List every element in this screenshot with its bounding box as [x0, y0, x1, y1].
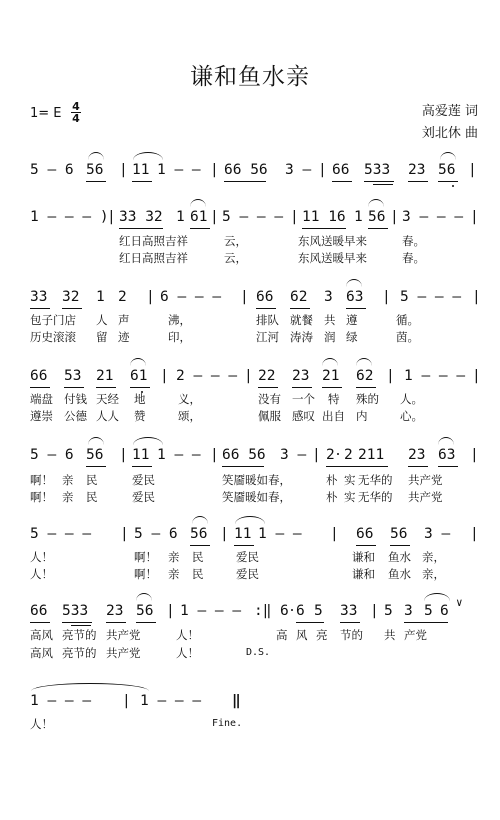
notation-row-5 — [0, 445, 500, 471]
lyric: 印， — [168, 330, 191, 344]
underline-mark — [390, 545, 410, 546]
lyric: 一个 — [292, 392, 315, 406]
note-group: 2 — [344, 447, 353, 463]
note-group: 3 – — [280, 447, 307, 463]
underline-mark — [234, 545, 254, 546]
lyric: 人 — [96, 313, 108, 327]
lyric: 春。 — [402, 234, 425, 248]
lyric: 循。 — [396, 313, 419, 327]
lyric: 亲， — [422, 567, 445, 581]
lyric: 朴 — [326, 473, 338, 487]
note-group: 1 – – — [258, 526, 302, 542]
lyric: 历史滚滚 — [30, 330, 76, 344]
notation-row-7 — [0, 596, 500, 627]
note-group: 211 — [358, 447, 385, 463]
key-signature: 1= E — [30, 106, 62, 121]
barline: | — [312, 447, 321, 463]
underline-mark — [256, 308, 276, 309]
time-signature-bottom: 4 — [72, 112, 80, 125]
notation-row-4 — [0, 366, 500, 392]
lyric: 民 — [86, 490, 98, 504]
slur-mark — [192, 516, 208, 524]
lyric: 春。 — [402, 251, 425, 265]
song-title: 谦和鱼水亲 — [190, 64, 310, 90]
lyric: 高 — [276, 628, 288, 642]
note-group: 1 – – – — [180, 603, 242, 619]
tie-mark — [133, 437, 163, 445]
lyric: 实 — [344, 473, 356, 487]
final-barline: ‖ — [232, 693, 241, 709]
lyric: 人。 — [400, 392, 423, 406]
lyric: 出自 — [322, 409, 345, 423]
note-group: 66 — [30, 368, 48, 384]
underline-mark — [302, 228, 346, 229]
notation-row-3 — [0, 287, 500, 313]
barline: | — [390, 209, 399, 225]
barline: | — [472, 289, 481, 305]
underline-mark — [30, 308, 50, 309]
barline: | — [160, 368, 169, 384]
lyric: 共产党 — [106, 628, 141, 642]
dal-segno-mark: D.S. — [246, 647, 271, 658]
lyric: 殊的 — [356, 392, 379, 406]
lyric: 天经 — [96, 392, 119, 406]
notation-row-6 — [0, 524, 500, 550]
barline: | — [470, 209, 479, 225]
lyric: 就餐 — [290, 313, 313, 327]
barline: | — [210, 209, 219, 225]
note-group: 63 — [438, 447, 456, 463]
lyrics-line-2 — [0, 409, 500, 425]
note-group: 63 — [346, 289, 364, 305]
lyric: 人！ — [30, 567, 53, 581]
time-signature-top: 4 — [72, 100, 80, 113]
lyric: 付钱 — [64, 392, 87, 406]
lyric: 爱民 — [132, 473, 155, 487]
note-group: 56 — [390, 526, 408, 542]
note-group: 66 — [332, 162, 350, 178]
slur-mark — [136, 593, 152, 601]
lyrics-line-1 — [0, 628, 500, 644]
note-group: 66 — [256, 289, 274, 305]
note-group: 62 — [290, 289, 308, 305]
lyric: 声 — [118, 313, 130, 327]
note-group: 5 – 6 — [134, 526, 178, 542]
note-group: 3 — [404, 603, 413, 619]
lyrics-line-2 — [0, 567, 500, 583]
slur-mark — [190, 199, 206, 207]
note-group: 1 — [354, 209, 363, 225]
note-group: 56 — [86, 162, 104, 178]
underline-mark — [136, 622, 156, 623]
underline-mark — [62, 622, 92, 623]
lyric: 产党 — [404, 628, 427, 642]
note-group: 23 — [408, 447, 426, 463]
lyrics-line-2 — [0, 330, 500, 346]
underline-mark — [86, 466, 106, 467]
underline-mark — [86, 181, 106, 182]
barline: | — [122, 693, 131, 709]
lyric: 啊！ — [30, 490, 53, 504]
lyric: 感叹 — [292, 409, 315, 423]
lyric: 心。 — [400, 409, 423, 423]
lyric: 遵 — [346, 313, 358, 327]
lyric: 亮节的 — [62, 628, 97, 642]
notation-row-2 — [0, 207, 500, 233]
underline-mark — [30, 387, 50, 388]
lyric: 鱼水 — [388, 567, 411, 581]
composer-credit: 刘北休 曲 — [421, 126, 478, 141]
lyric: 红日高照吉祥 — [119, 251, 188, 265]
note-group: 23 — [292, 368, 310, 384]
slur-mark — [368, 199, 384, 207]
note-group: 5 – – – — [222, 209, 284, 225]
slur-mark — [424, 593, 450, 601]
note-group: 533 — [62, 603, 89, 619]
lyric: 实 — [344, 490, 356, 504]
lyric: 涛涛 — [290, 330, 313, 344]
underline-mark — [346, 308, 366, 309]
lyric: 共 — [324, 313, 336, 327]
lyric: 亮 — [316, 628, 328, 642]
note-group: 2 – – – — [176, 368, 238, 384]
note-group: 56 — [136, 603, 154, 619]
lyric: 亮节的 — [62, 646, 97, 660]
note-group: 11 16 — [302, 209, 346, 225]
barline: | — [470, 447, 479, 463]
lyric: 特 — [328, 392, 340, 406]
lyric: 留 — [96, 330, 108, 344]
note-group: 33 — [340, 603, 358, 619]
notation-row-8 — [0, 691, 500, 717]
lyric: 笑靥暖如春， — [222, 490, 291, 504]
underline-mark — [190, 545, 210, 546]
barline: | — [220, 526, 229, 542]
underline-mark — [190, 228, 210, 229]
barline: | — [318, 162, 327, 178]
underline-mark — [119, 228, 163, 229]
low-octave-dot — [452, 185, 454, 187]
lyric: 爱民 — [236, 550, 259, 564]
underline-mark — [356, 545, 376, 546]
lyric: 高风 — [30, 646, 53, 660]
note-group: 5 – – – — [400, 289, 462, 305]
note-group: 22 — [258, 368, 276, 384]
lyric: 亲 — [168, 550, 180, 564]
lyric: 包子门店 — [30, 313, 76, 327]
underline-mark — [292, 387, 312, 388]
slur-mark — [88, 437, 104, 445]
note-group: 62 — [356, 368, 374, 384]
lyric: 共产党 — [408, 473, 443, 487]
lyric: 佩服 — [258, 409, 281, 423]
underline-mark — [404, 622, 448, 623]
barline: | — [468, 162, 477, 178]
lyric: 人人 — [96, 409, 119, 423]
lyric: 云， — [224, 251, 247, 265]
barline: | — [370, 603, 379, 619]
lyric: 风 — [296, 628, 308, 642]
lyrics-line-1 — [0, 234, 500, 250]
slur-mark — [130, 358, 146, 366]
dot-mark — [291, 609, 293, 611]
lyric: 谦和 — [352, 567, 375, 581]
note-group: 6 — [280, 603, 289, 619]
note-group: 33 — [30, 289, 48, 305]
underline-mark — [106, 622, 126, 623]
underline-mark — [224, 181, 266, 182]
lyric: 节的 — [340, 628, 363, 642]
underline-mark — [30, 622, 50, 623]
barline: | — [119, 162, 128, 178]
underline-mark — [356, 387, 376, 388]
tie-mark — [31, 683, 149, 691]
lyrics-line-2 — [0, 646, 500, 662]
lyric: 无华的 — [358, 473, 393, 487]
barline: | — [119, 447, 128, 463]
barline: | — [244, 368, 253, 384]
lyric: 共 — [384, 628, 396, 642]
barline: | — [470, 526, 479, 542]
barline: | — [290, 209, 299, 225]
lyric: 民 — [86, 473, 98, 487]
lyricist-credit: 高爱莲 词 — [421, 104, 478, 119]
note-group: 66 — [356, 526, 374, 542]
lyrics-line-2 — [0, 490, 500, 506]
slur-mark — [346, 279, 362, 287]
lyric: 绿 — [346, 330, 358, 344]
underline-mark — [373, 184, 393, 185]
barline: | — [382, 289, 391, 305]
breath-mark: ∨ — [456, 596, 463, 609]
underline-mark — [438, 181, 458, 182]
note-group: 11 — [132, 162, 150, 178]
note-group: 1 — [176, 209, 185, 225]
lyric: 人！ — [176, 646, 199, 660]
lyric: 没有 — [258, 392, 281, 406]
lyric: 高风 — [30, 628, 53, 642]
lyric: 啊！ — [134, 550, 157, 564]
tie-mark — [133, 152, 163, 160]
fine-mark: Fine. — [212, 718, 243, 729]
note-group: 66 56 — [224, 162, 268, 178]
lyric: 东风送暖早来 — [298, 251, 367, 265]
barline: | — [472, 368, 481, 384]
note-group: 3 – – – — [402, 209, 464, 225]
note-group: 1 — [96, 289, 105, 305]
note-group: 1 – – – ) — [30, 209, 109, 225]
lyric: 东风送暖早来 — [298, 234, 367, 248]
lyrics-line-1 — [0, 473, 500, 489]
underline-mark — [326, 466, 388, 467]
note-group: 3 — [324, 289, 333, 305]
lyric: 亲 — [168, 567, 180, 581]
barline: | — [330, 526, 339, 542]
note-group: 5 — [384, 603, 393, 619]
underline-mark — [130, 387, 150, 388]
lyric: 无华的 — [358, 490, 393, 504]
lyric: 人！ — [176, 628, 199, 642]
note-group: 61 — [130, 368, 148, 384]
lyrics-line-1 — [0, 392, 500, 408]
underline-mark — [62, 308, 82, 309]
lyric: 民 — [192, 550, 204, 564]
note-group: 21 — [322, 368, 340, 384]
underline-mark — [296, 622, 324, 623]
lyric: 遵崇 — [30, 409, 53, 423]
underline-mark — [71, 625, 91, 626]
note-group: 66 56 — [222, 447, 266, 463]
slur-mark — [322, 358, 338, 366]
underline-mark — [132, 181, 152, 182]
note-group: 21 — [96, 368, 114, 384]
lyrics-line-1 — [0, 550, 500, 566]
note-group: 5 — [424, 603, 433, 619]
lyric: 内 — [356, 409, 368, 423]
lyrics-line-1 — [0, 313, 500, 329]
underline-mark — [408, 181, 428, 182]
lyric: 茵。 — [396, 330, 419, 344]
lyric: 啊！ — [30, 473, 53, 487]
lyric: 义， — [178, 392, 201, 406]
lyric: 端盘 — [30, 392, 53, 406]
note-group: 32 — [62, 289, 80, 305]
slur-mark — [88, 152, 104, 160]
note-group: 56 — [190, 526, 208, 542]
lyric: 鱼水 — [388, 550, 411, 564]
underline-mark — [340, 622, 360, 623]
barline: | — [210, 162, 219, 178]
note-group: 6 — [440, 603, 449, 619]
underline-mark — [222, 466, 264, 467]
barline: | — [166, 603, 175, 619]
lyric: 共产党 — [408, 490, 443, 504]
notation-row-1 — [0, 160, 500, 186]
note-group: 5 – 6 — [30, 447, 74, 463]
barline: | — [386, 368, 395, 384]
lyric: 朴 — [326, 490, 338, 504]
note-group: 1 – – – — [404, 368, 466, 384]
lyric: 江河 — [256, 330, 279, 344]
underline-mark — [368, 228, 388, 229]
note-group: 23 — [408, 162, 426, 178]
note-group: 6 – – – — [160, 289, 222, 305]
lyric: 沸， — [168, 313, 191, 327]
note-group: 56 — [86, 447, 104, 463]
underline-mark — [364, 181, 394, 182]
note-group: 533 — [364, 162, 391, 178]
lyric: 迹 — [118, 330, 130, 344]
note-group: 3 – — [424, 526, 451, 542]
lyric: 亲 — [62, 490, 74, 504]
lyric: 爱民 — [236, 567, 259, 581]
lyric: 公德 — [64, 409, 87, 423]
lyric: 云， — [224, 234, 247, 248]
note-group: 11 — [234, 526, 252, 542]
lyrics-line-1 — [0, 717, 500, 733]
note-group: 5 – 6 — [30, 162, 74, 178]
underline-mark — [64, 387, 84, 388]
lyric: 排队 — [256, 313, 279, 327]
note-group: 11 — [132, 447, 150, 463]
barline: | — [120, 526, 129, 542]
note-group: 56 — [368, 209, 386, 225]
underline-mark — [438, 466, 458, 467]
slur-mark — [438, 437, 454, 445]
lyric: 爱民 — [132, 490, 155, 504]
underline-mark — [258, 387, 278, 388]
note-group: 2 — [118, 289, 127, 305]
lyric: 民 — [192, 567, 204, 581]
lyric: 亲， — [422, 550, 445, 564]
note-group: 5 – – – — [30, 526, 92, 542]
barline: | — [107, 209, 116, 225]
note-group: 1 – – — [157, 162, 201, 178]
underline-mark — [332, 181, 352, 182]
note-group: 61 — [190, 209, 208, 225]
lyric: 啊！ — [134, 567, 157, 581]
barline: | — [240, 289, 249, 305]
tie-mark — [235, 516, 265, 524]
lyric: 颂， — [178, 409, 201, 423]
lyric: 亲 — [62, 473, 74, 487]
underline-mark — [408, 466, 428, 467]
lyric: 笑靥暖如春， — [222, 473, 291, 487]
slur-mark — [356, 358, 372, 366]
lyric: 谦和 — [352, 550, 375, 564]
underline-mark — [290, 308, 310, 309]
note-group: 6 — [296, 603, 305, 619]
lyric: 红日高照吉祥 — [119, 234, 188, 248]
note-group: 33 32 — [119, 209, 163, 225]
lyric: 人！ — [30, 717, 53, 731]
underline-mark — [132, 466, 152, 467]
time-signature — [71, 101, 81, 124]
note-group: 23 — [106, 603, 124, 619]
note-group: 56 — [438, 162, 456, 178]
lyric: 赞 — [134, 409, 146, 423]
lyric: 润 — [324, 330, 336, 344]
note-group: 1 – – — [157, 447, 201, 463]
lyric: 地 — [134, 392, 146, 406]
underline-mark — [96, 387, 116, 388]
barline: | — [146, 289, 155, 305]
lyric: 人！ — [30, 550, 53, 564]
dot-mark — [337, 453, 339, 455]
note-group: 3 – — [285, 162, 312, 178]
note-group: 66 — [30, 603, 48, 619]
note-group: 1 – – – — [30, 693, 92, 709]
repeat-barline: :‖ — [254, 603, 272, 619]
note-group: 5 — [314, 603, 323, 619]
note-group: 1 – – – — [140, 693, 202, 709]
note-group: 2 — [326, 447, 335, 463]
underline-mark — [322, 387, 342, 388]
barline: | — [210, 447, 219, 463]
slur-mark — [440, 152, 456, 160]
lyric: 共产党 — [106, 646, 141, 660]
note-group: 53 — [64, 368, 82, 384]
lyrics-line-2 — [0, 251, 500, 267]
